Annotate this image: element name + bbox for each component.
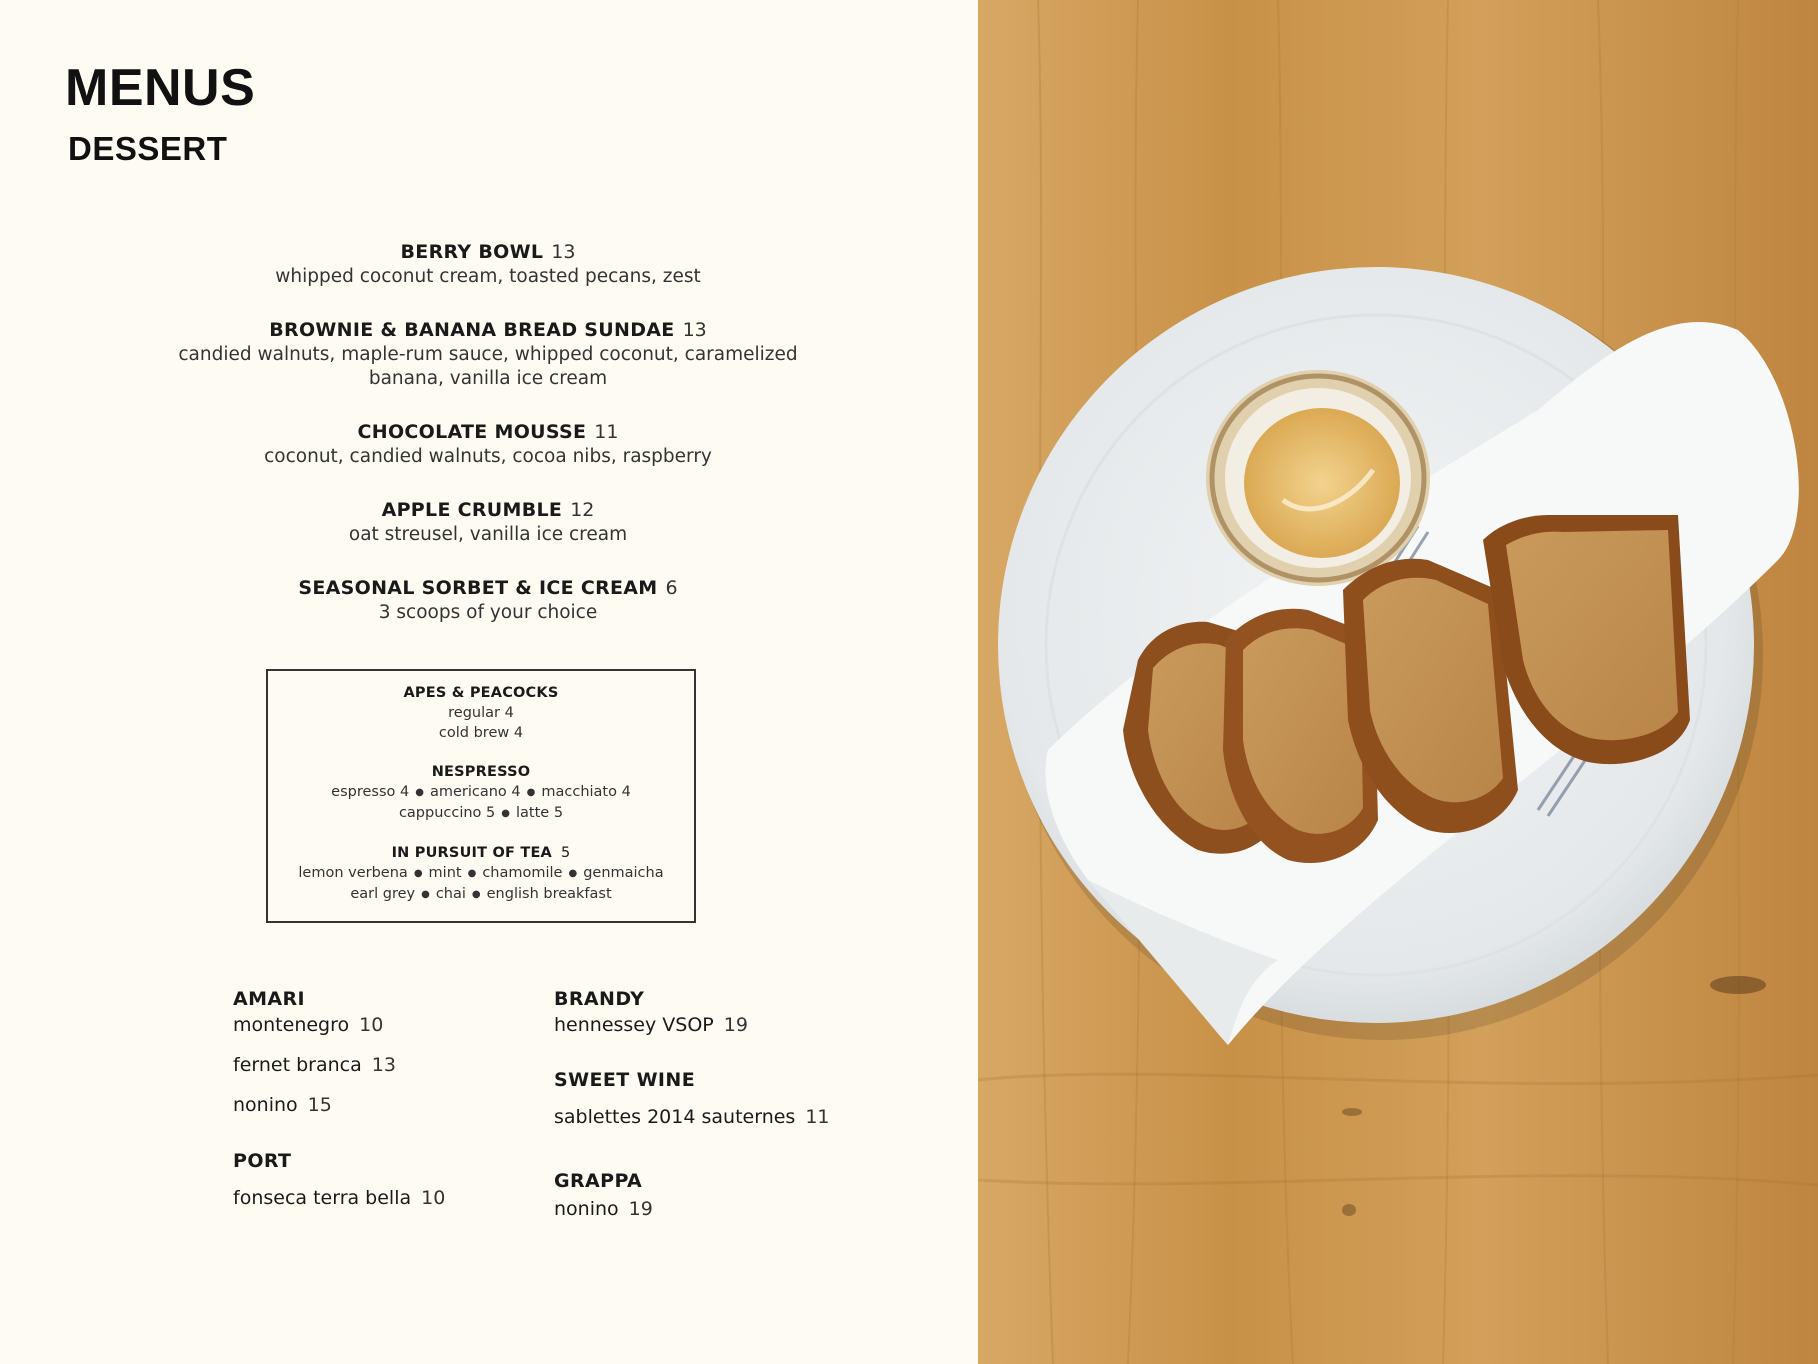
apes-peacocks-group — [268, 683, 694, 743]
drink-item — [233, 1094, 332, 1116]
dish-price: 6 — [665, 577, 678, 599]
banana-bread-plate-icon — [978, 0, 1818, 1364]
dish-price: 13 — [682, 319, 707, 341]
drink-item — [554, 1014, 748, 1036]
dish-name: APPLE CRUMBLE — [381, 499, 563, 521]
dish-item — [160, 420, 816, 469]
dish-item — [160, 498, 816, 547]
drink-item — [233, 1054, 396, 1076]
dish-price: 13 — [551, 241, 576, 263]
drink-item — [233, 1187, 445, 1209]
dish-name: CHOCOLATE MOUSSE — [357, 421, 587, 443]
dish-price: 12 — [570, 499, 595, 521]
menu-item: espresso 4 — [331, 784, 410, 800]
menu-item: mint — [428, 865, 462, 881]
bullet-icon: ● — [526, 787, 536, 798]
menu-line — [268, 884, 694, 905]
menu-item: macchiato 4 — [541, 784, 631, 800]
bullet-icon: ● — [421, 889, 430, 900]
drink-item — [554, 1198, 653, 1220]
dish-description: coconut, candied walnuts, cocoa nibs, raspberry — [264, 446, 712, 467]
bullet-icon: ● — [415, 787, 424, 798]
coffee-tea-box — [266, 669, 696, 923]
group-title-text: IN PURSUIT OF TEA — [391, 845, 552, 861]
dish-price: 11 — [594, 421, 619, 443]
drink-price: 15 — [307, 1094, 332, 1116]
menu-line — [268, 782, 694, 803]
menu-item: cappuccino 5 — [398, 805, 496, 821]
drink-name: nonino — [554, 1198, 619, 1220]
menu-line — [268, 863, 694, 884]
drink-price: 13 — [371, 1054, 396, 1076]
drink-name: fonseca terra bella — [233, 1187, 412, 1209]
menu-item: chai — [435, 886, 466, 902]
bullet-icon: ● — [501, 808, 510, 819]
section-title-amari: AMARI — [233, 988, 306, 1010]
drink-item — [554, 1106, 830, 1128]
menu-line: cold brew 4 — [438, 725, 524, 741]
group-title: NESPRESSO — [431, 764, 531, 780]
bullet-icon: ● — [467, 868, 477, 879]
nespresso-group — [268, 762, 694, 824]
dish-name: BERRY BOWL — [400, 241, 544, 263]
menu-line: regular 4 — [448, 705, 514, 721]
menu-item: english breakfast — [486, 886, 612, 902]
bullet-icon: ● — [568, 868, 578, 879]
menu-item: earl grey — [350, 886, 416, 902]
group-price: 5 — [560, 845, 571, 861]
menu-line — [268, 803, 694, 824]
dish-description: banana, vanilla ice cream — [368, 368, 608, 389]
dish-name: SEASONAL SORBET & ICE CREAM — [298, 577, 658, 599]
drink-name: fernet branca — [233, 1054, 362, 1076]
drink-price: 19 — [628, 1198, 653, 1220]
menu-item: chamomile — [482, 865, 563, 881]
drink-name: nonino — [233, 1094, 298, 1116]
group-title: APES & PEACOCKS — [403, 685, 559, 701]
tea-group — [268, 843, 694, 905]
drink-price: 10 — [421, 1187, 446, 1209]
dessert-list — [160, 240, 816, 654]
group-title — [268, 843, 694, 863]
section-title-port: PORT — [233, 1150, 292, 1172]
dish-description: oat streusel, vanilla ice cream — [348, 524, 628, 545]
section-title-sweet-wine: SWEET WINE — [554, 1069, 696, 1091]
bullet-icon: ● — [413, 868, 423, 879]
drink-price: 10 — [359, 1014, 384, 1036]
menu-item: genmaicha — [583, 865, 664, 881]
bullet-icon: ● — [471, 889, 481, 900]
dish-item — [160, 576, 816, 625]
page-title: MENUS — [65, 59, 256, 117]
drink-name: hennessey VSOP — [554, 1014, 714, 1036]
drink-name: montenegro — [233, 1014, 350, 1036]
dish-item — [160, 240, 816, 289]
food-photo — [978, 0, 1818, 1364]
drink-price: 11 — [805, 1106, 830, 1128]
dish-item — [160, 318, 816, 391]
dish-description: candied walnuts, maple-rum sauce, whipped coconut, caramelized — [178, 344, 798, 365]
menu-item: americano 4 — [429, 784, 521, 800]
section-title-grappa: GRAPPA — [554, 1170, 643, 1192]
section-title-brandy: BRANDY — [554, 988, 645, 1010]
drink-item — [233, 1014, 383, 1036]
menu-item: lemon verbena — [298, 865, 408, 881]
drink-name: sablettes 2014 sauternes — [554, 1106, 796, 1128]
menu-item: latte 5 — [516, 805, 564, 821]
dish-description: 3 scoops of your choice — [378, 602, 598, 623]
drink-price: 19 — [723, 1014, 748, 1036]
dish-description: whipped coconut cream, toasted pecans, zest — [275, 266, 701, 287]
dish-name: BROWNIE & BANANA BREAD SUNDAE — [269, 319, 675, 341]
page-subtitle: DESSERT — [68, 130, 228, 167]
